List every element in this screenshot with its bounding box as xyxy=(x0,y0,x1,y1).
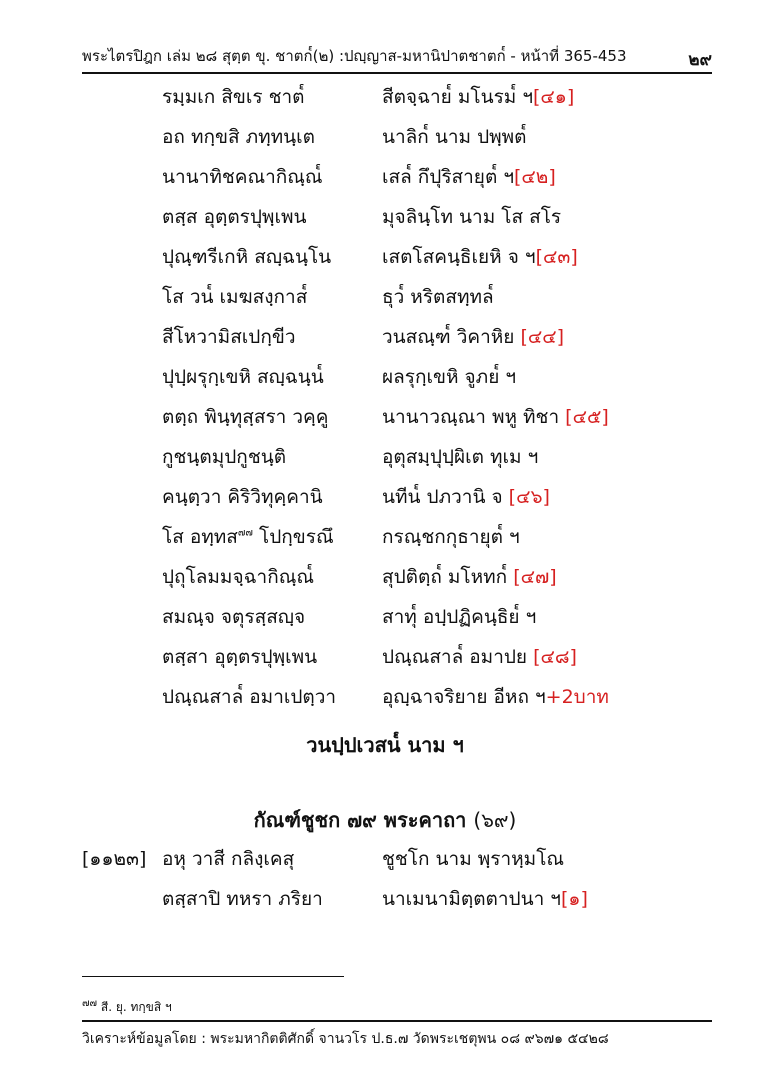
verse-left-8: ปุปฺผรุกฺเขหิ สญฺฉนฺน๎ xyxy=(162,366,324,388)
page-header xyxy=(82,44,712,70)
verse-left-13: ปุถุโลมมจฺฉากิณฺณ๎ xyxy=(162,566,314,588)
verse-right-1: สีตจฺฉาย๎ มโนรม๎ ฯ[๔๑] xyxy=(382,86,575,108)
footnote-marker: ๗๗ xyxy=(237,527,253,539)
verse-left-11: คนฺตฺวา คิริวิทุคฺคานิ xyxy=(162,486,323,508)
section-end-title: วนปฺปเวสน๎ นาม ฯ xyxy=(306,733,464,757)
verse-ref: [๔๒] xyxy=(514,166,556,188)
verse-right-8: ผลรุกฺเขหิ จูภย๎ ฯ xyxy=(382,366,517,388)
verse-left-4: ตสฺส อุตฺตรปุพฺเพน xyxy=(162,206,307,228)
verse-left-10: กูชนฺตมุปกูชนฺติ xyxy=(162,446,287,468)
verse-right-11: นทีน๎ ปภวานิ จ [๔๖] xyxy=(382,486,550,508)
verse-ref: +2บาท xyxy=(545,686,609,708)
verse-right-6: ธุว๎ หริตสทฺทล๎ xyxy=(382,286,494,308)
verse-right-18: นาเมนามิตฺตตาปนา ฯ[๑] xyxy=(382,888,588,910)
verse-right-9: นานาวณฺณา พหู ทิชา [๔๕] xyxy=(382,406,609,428)
verse-left-15: ตสฺสา อุตฺตรปุพฺเพน xyxy=(162,646,318,668)
verse-ref: [๔๖] xyxy=(508,486,550,508)
verse-ref: [๔๕] xyxy=(565,406,609,428)
footnote-rule xyxy=(82,976,344,977)
verse-left-1: รมฺมเก สิขเร ชาต๎ xyxy=(162,86,305,108)
verse-left-2: อถ ทกฺขสิ ภทฺทนฺเต xyxy=(162,126,316,148)
verse-left-3: นานาทิชคณากิณฺณ๎ xyxy=(162,166,323,188)
verse-right-15: ปณฺณสาล๎ อมาปย [๔๘] xyxy=(382,646,577,668)
kanda-heading: กัณฑ์ชูชก ๗๙ พระคาถา (๖๙) xyxy=(253,808,517,832)
verse-right-4: มุจลินฺโท นาม โส สโร xyxy=(382,206,562,228)
verse-right-13: สุปติตฺถ๎ มโหทก๎ [๔๗] xyxy=(382,566,557,588)
header-title: พระไตรปิฎก เล่ม ๒๘ สุตฺต ขุ. ชาตก๎(๒) :ปญฺญาส-มหานิปาตชาตก๎ - หน้าที่ 365-453 xyxy=(82,47,627,65)
verse-right-10: อุตุสมฺปุปฺผิเต ทุเม ฯ xyxy=(382,446,539,468)
verse-right-2: นาลิก๎ นาม ปพฺพต๎ xyxy=(382,126,527,148)
verse-left-9: ตตฺถ พินฺทุสฺสรา วคฺคู xyxy=(162,406,329,428)
verse-left-14: สมณฺจ จตุรสฺสญฺจ xyxy=(162,606,306,628)
verse-ref: [๔๘] xyxy=(533,646,577,668)
page-footer: วิเคราะห์ข้อมูลโดย : พระมหากิตติศักดิ์ จานวโร ป.ธ.๗ วัดพระเชตุพน ๐๘ ๙๖๗๑ ๕๔๒๘ xyxy=(82,1031,609,1047)
verse-left-17: อหุ วาสี กลิงฺเคสุ xyxy=(162,848,295,870)
footnote-marker: ๗๗ xyxy=(82,998,98,1009)
verse-right-3: เสล๎ กึปุริสายุต๎ ฯ[๔๒] xyxy=(382,166,556,188)
verse-right-7: วนสณฺฑ๎ วิคาหิย [๔๔] xyxy=(382,326,565,348)
verse-left-18: ตสฺสาปิ ทหรา ภริยา xyxy=(162,888,323,910)
footnote: $^{๗๗}$ สี. ยุ. ทกฺขสิ ฯ xyxy=(82,998,172,1014)
page-number: ๒๙ xyxy=(688,50,712,70)
footer-rule xyxy=(82,1020,712,1022)
verse-ref: [๔๓] xyxy=(535,246,578,268)
verse-ref: [๔๑] xyxy=(533,86,575,108)
verse-ref: [๑] xyxy=(560,888,588,910)
verse-left-16: ปณฺณสาล๎ อมาเปตฺวา xyxy=(162,686,337,708)
verse-ref: [๔๔] xyxy=(520,326,565,348)
verse-right-5: เสตโสคนฺธิเยหิ จ ฯ[๔๓] xyxy=(382,246,578,268)
verse-number: [๑๑๒๓] xyxy=(82,848,147,870)
verse-left-12: โส อทฺทส$^{๗๗}$ โปกฺขรณึ xyxy=(162,526,334,548)
verse-right-17: ชูชโก นาม พฺราหฺมโณ xyxy=(382,848,565,870)
verse-right-12: กรณฺชกกุธายุต๎ ฯ xyxy=(382,526,520,548)
verse-ref: [๔๗] xyxy=(513,566,557,588)
header-rule xyxy=(82,72,712,74)
verse-left-5: ปุณฺฑรีเกหิ สญฺฉนฺโน xyxy=(162,246,332,268)
verse-right-16: อุญฺฉาจริยาย อีหถ ฯ+2บาท xyxy=(382,686,609,708)
verse-left-7: สีโหวามิสเปกฺขีว xyxy=(162,326,296,348)
verse-left-6: โส วน๎ เมฆสงฺกาส๎ xyxy=(162,286,308,308)
verse-right-14: สาทุ๎ อปฺปฏิคนฺธิย๎ ฯ xyxy=(382,606,537,628)
